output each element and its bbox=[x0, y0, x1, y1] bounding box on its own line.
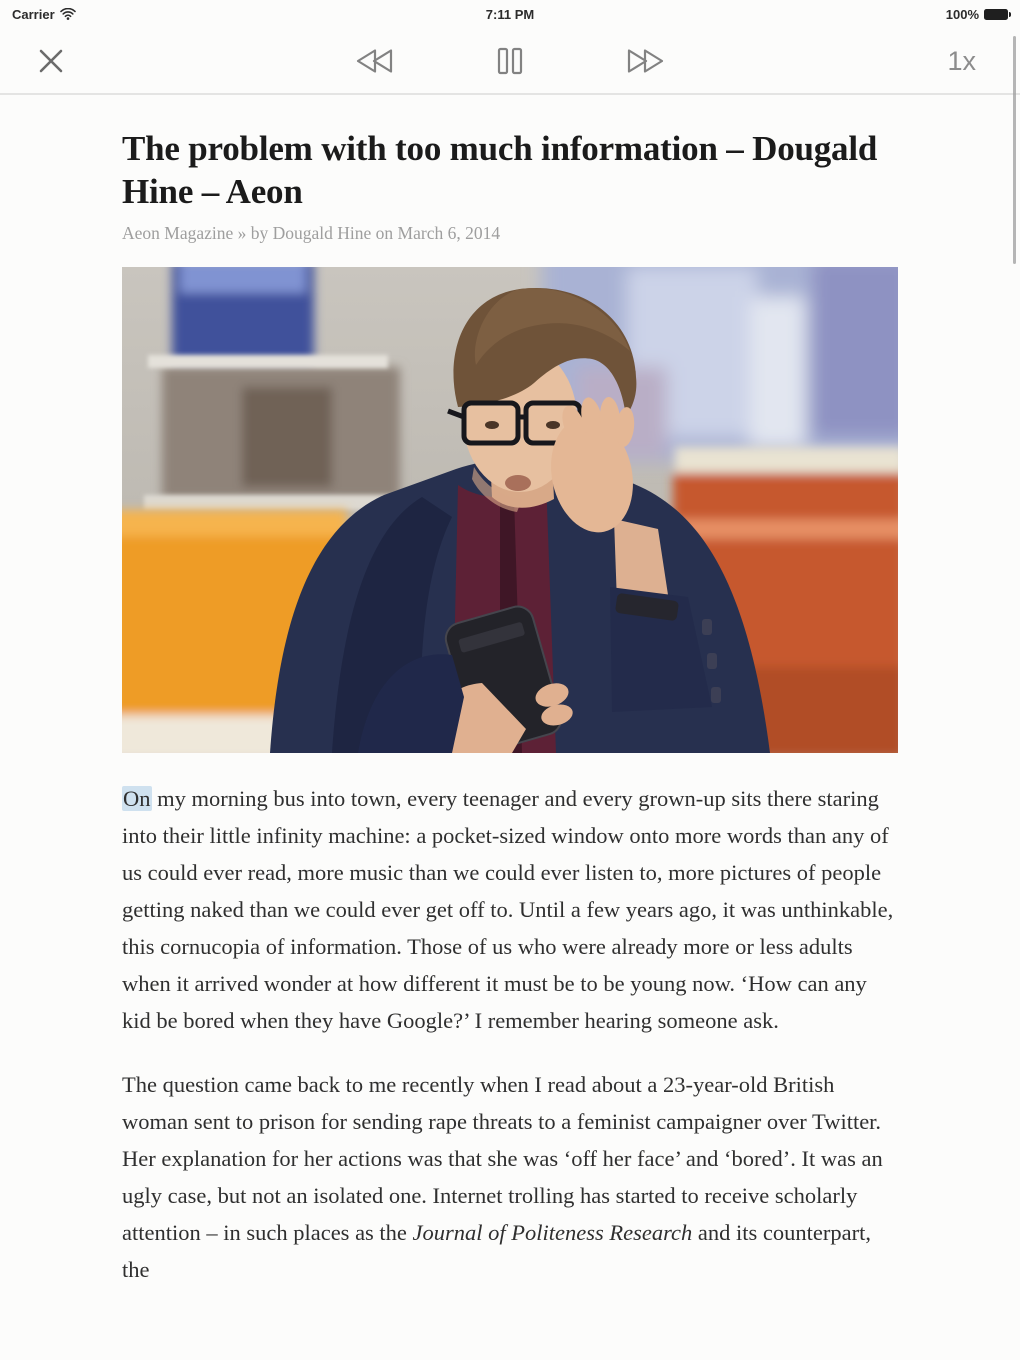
speed-button[interactable]: 1x bbox=[943, 57, 980, 65]
rewind-icon bbox=[354, 46, 394, 76]
fast-forward-button[interactable] bbox=[622, 42, 670, 80]
wifi-icon bbox=[60, 8, 76, 20]
fast-forward-icon bbox=[626, 46, 666, 76]
paragraph-1 bbox=[122, 780, 898, 1039]
article-byline: Aeon Magazine » by Dougald Hine on March 6, 2014 bbox=[122, 222, 501, 243]
paragraph-2-text-pre: The question came back to me recently when I read about a 23-year-old British woman sent to prison for sending rape threats to a feminist campaigner over Twitter. Her explanation for her actions was that she was ‘off her face’ and ‘bored’. It was an ugly case, but not an isolated one. Internet trolling has started to receive scholarly attention – in such places as the bbox=[122, 1071, 883, 1245]
article-title: The problem with too much information – Dougald Hine – Aeon bbox=[122, 129, 878, 212]
transport-controls bbox=[350, 42, 670, 80]
paragraph-1-text: my morning bus into town, every teenager and every grown-up sits there staring into their little infinity machine: a pocket-sized window onto more words than any of us could ever read, more music than we could ever listen to, more pictures of people getting naked than we could ever get off to. Until a few years ago, it was unthinkable, this cornucopia of information. Those of us who were already more or less adults when it arrived wonder at how different it must be to be young now. ‘How can any kid be bored when they have Google?’ I remember hearing someone ask. bbox=[122, 785, 894, 1033]
battery-percent: 100% bbox=[945, 6, 979, 22]
status-left bbox=[12, 7, 76, 22]
paragraph-2 bbox=[122, 1066, 898, 1288]
clock: 7:11 PM bbox=[485, 6, 535, 22]
pause-icon bbox=[496, 46, 524, 76]
status-center bbox=[0, 7, 1020, 22]
journal-title-italic: Journal of Politeness Research bbox=[412, 1219, 693, 1245]
tts-highlighted-word: On bbox=[123, 785, 151, 811]
playback-toolbar bbox=[0, 28, 1020, 93]
battery-icon bbox=[984, 9, 1008, 20]
pause-button[interactable] bbox=[492, 42, 528, 80]
close-button[interactable] bbox=[32, 42, 70, 80]
subway-photo-illustration bbox=[122, 267, 898, 753]
paragraph-2-text-post: and its counterpart, the bbox=[122, 1219, 871, 1282]
status-bar bbox=[0, 0, 1020, 28]
scroll-indicator[interactable] bbox=[1013, 36, 1016, 264]
status-right bbox=[946, 7, 1008, 22]
article-content bbox=[122, 93, 898, 1288]
rewind-button[interactable] bbox=[350, 42, 398, 80]
carrier-label: Carrier bbox=[12, 6, 55, 22]
article-hero-image bbox=[122, 267, 898, 753]
close-icon bbox=[36, 46, 66, 76]
